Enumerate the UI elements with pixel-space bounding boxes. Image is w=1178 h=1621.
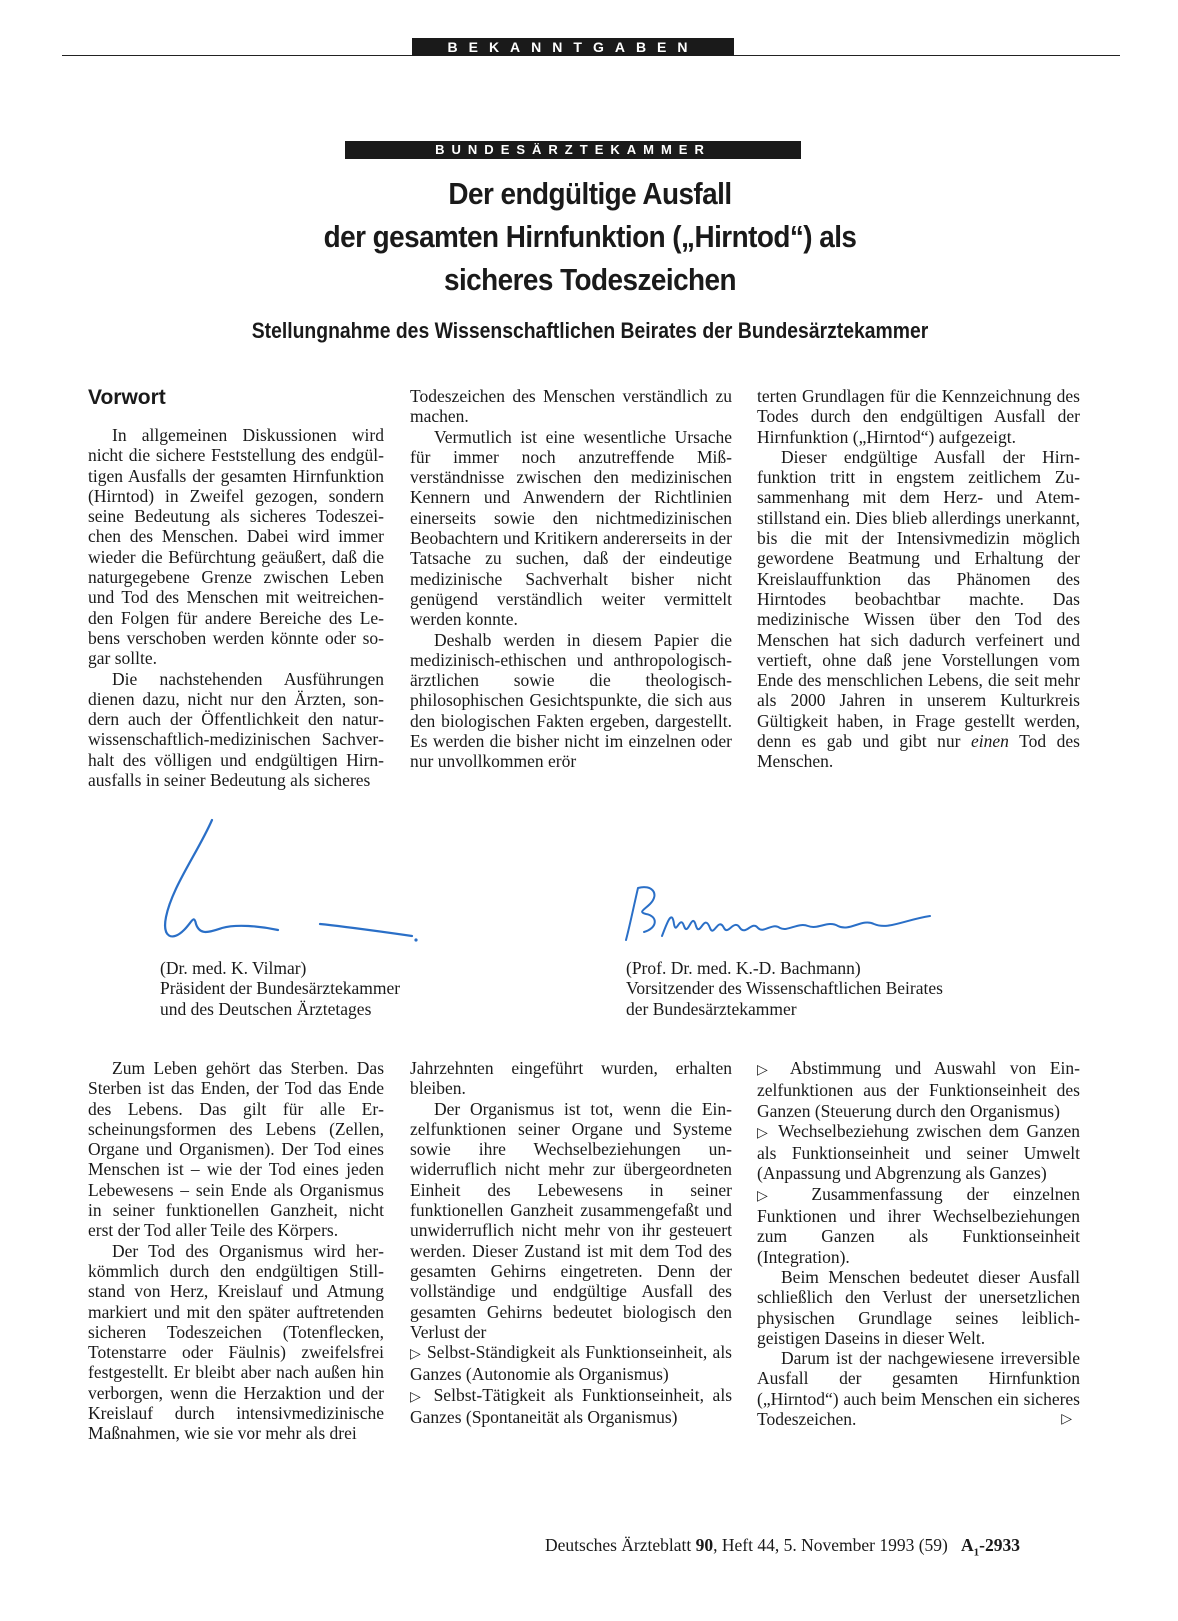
signature-bachmann [618, 880, 948, 950]
bullet-item [757, 1058, 1080, 1121]
bullet-text: Zusammenfassung der einzelnen Funktionen und ihrer Wechselbeziehungen zum Ganzen als Funktionseinheit (Integration). [757, 1183, 1080, 1267]
text-run: Dieser endgültige Ausfall der Hirnfunktion tritt in engstem zeitlichem Zusammenhang mit dem Herz- und Atemstillstand ein. Dies blieb allerdings unerkannt, bis die mit der Intensivmedizin möglich gewordene Beatmung und Erhaltung der Kreislauffunktion das Phänomen des Hirntodes beobachtbar machte. Das medizinische Wissen über den Tod des Menschen hat sich dadurch verfeinert und vertieft, ohne daß jene Vorstellungen vom Ende des menschlichen Lebens, die seit mehr als 2000 Jahren in unserem Kulturkreis Gültigkeit haben, in Frage gestellt werden, denn es gab und gibt nur [757, 446, 1080, 752]
paragraph [757, 1348, 1080, 1429]
article-subtitle: Stellungnahme des Wissenschaftlichen Beirates der Bundesärztekammer [251, 318, 929, 343]
paragraph: In allgemeinen Diskussionen wird nicht die sichere Feststellung des endgültigen Ausfalls der gesamten Hirnfunktion (Hirntod) in Zweifel gezogen, sondern seine Bedeutung als sicheres Todeszeichen des Menschen. Dabei wird immer wieder die Befürchtung geäußert, daß die naturgegebene Grenze zwischen Leben und Tod des Menschen mit weitreichenden Folgen für andere Bereiche des Lebens verschoben werden könnte oder sogar sollte. [88, 425, 384, 669]
paragraph: Der Tod des Organismus wird herkömmlich durch den endgültigen Stillstand von Herz, Kreislauf und Atmung markiert und mit den später auftretenden sicheren Todeszeichen (Totenflecken, Totenstarre oder Fäulnis) zweifelsfrei festgestellt. Er bleibt aber nach außen hin verborgen, wenn die Herzaktion und der Kreislauf durch intensivmedizinische Maßnahmen, wie sie vor mehr als drei [88, 1240, 384, 1444]
paragraph: Todeszeichen des Menschen verständlich zu machen. [410, 386, 732, 427]
article-title [167, 172, 1013, 301]
bullet-text: Selbst-Tätigkeit als Funktionseinheit, als Ganzes (Spontaneität als Organismus) [410, 1384, 732, 1428]
signature-vilmar [150, 812, 450, 952]
signer-name: (Dr. med. K. Vilmar) [160, 958, 307, 978]
section-tag: BEKANNTGABEN [412, 38, 734, 56]
paragraph: Zum Leben gehört das Sterben. Das Sterben ist das Enden, der Tod das Ende des Lebens. Das gilt für alle Erscheinungsformen des Lebens (Zellen, Organe und Organismen). Der Tod eines Menschen ist – wie der Tod eines jeden Lebewesens – sein Ende als Organismus in seiner funktionellen Ganzheit, nicht erst der Tod aller Teile des Körpers. [88, 1058, 384, 1241]
page-number [961, 1535, 1020, 1559]
bullet-triangle-icon: ▷ [757, 1187, 788, 1204]
signer-role: und des Deutschen Ärztetages [160, 998, 372, 1019]
body-column-1 [88, 1058, 384, 1444]
signer-name: (Prof. Dr. med. K.-D. Bachmann) [626, 958, 861, 978]
paragraph: Beim Menschen bedeutet dieser Ausfall schließlich den Verlust der unersetzlichen physischen Grundlage seines leiblich-geistigen Daseins in dieser Welt. [757, 1266, 1080, 1348]
paragraph: terten Grundlagen für die Kennzeichnung des Todes durch den endgültigen Ausfall der Hirnfunktion („Hirntod“) aufgezeigt. [757, 386, 1080, 447]
signature-block-left [160, 958, 400, 1019]
signer-role: Vorsitzender des Wissenschaftlichen Beirates [626, 978, 943, 999]
issue-info: , Heft 44, 5. November 1993 (59) [713, 1535, 948, 1555]
bullet-text: Selbst-Ständigkeit als Funktionseinheit, als Ganzes (Autonomie als Organismus) [410, 1342, 732, 1385]
signer-role: der Bundesärztekammer [626, 998, 797, 1019]
text-run: Tod des Menschen. [757, 731, 1080, 772]
body-column-2 [410, 1058, 732, 1427]
bullet-item [757, 1121, 1080, 1184]
bullet-triangle-icon: ▷ [757, 1124, 771, 1141]
paragraph: Der Organismus ist tot, wenn die Einzelfunktionen seiner Organe und Systeme sowie ihre Wechselbeziehungen unwiderruflich nicht mehr zur übergeordneten Einheit des Lebewesens in seiner funktionellen Ganzheit zusammengefaßt und unwiderruflich nicht mehr von ihr gesteuert werden. Dieser Zustand ist mit dem Tod des gesamten Gehirns eingetreten. Denn der vollständige und endgültige Ausfall des gesamten Gehirns bedeutet biologisch den Verlust der [410, 1098, 732, 1342]
body-column-3 [757, 1058, 1080, 1429]
bullet-item [410, 1385, 732, 1428]
title-line-1: Der endgültige Ausfall [448, 176, 732, 211]
page-sub: 1 [973, 1546, 980, 1559]
bullet-item [757, 1184, 1080, 1267]
paragraph: Die nachstehenden Ausführungen dienen dazu, nicht nur den Ärzten, sondern auch der Öffentlichkeit den naturwissenschaftlich-medizinischen Sachverhalt des völligen und endgültigen Hirnausfalls in seiner Bedeutung als sicheres [88, 668, 384, 791]
journal-name: Deutsches Ärzteblatt [545, 1535, 692, 1555]
journal-volume: 90 [695, 1535, 714, 1555]
bullet-item [410, 1342, 732, 1385]
signature-block-right [626, 958, 943, 1019]
org-tag: BUNDESÄRZTEKAMMER [345, 141, 801, 159]
emphasis: einen [971, 731, 1009, 752]
paragraph: Deshalb werden in diesem Papier die medizinisch-ethischen und anthropologisch-ärztlichen sowie die theologischphilosophischen Gesichtspunkte, die sich aus den biologischen Fakten ergeben, dargestellt. Es werden die bisher nicht im einzelnen oder nur unvollkommen erör [410, 629, 732, 772]
text-run: Darum ist der nachgewiesene irreversible Ausfall der gesamten Hirnfunktion („Hirntod“) auch beim Menschen ein sicheres Todeszeichen. [757, 1348, 1080, 1430]
bullet-triangle-icon: ▷ [757, 1062, 778, 1078]
foreword-heading: Vorwort [88, 386, 166, 409]
bullet-text: Wechselbeziehung zwischen dem Ganzen als Funktionseinheit und seiner Umwelt (Anpassung und Abgrenzung als Ganzes) [757, 1120, 1080, 1184]
paragraph: Jahrzehnten eingeführt wurden, erhalten bleiben. [410, 1058, 732, 1099]
title-line-2: der gesamten Hirnfunktion („Hirntod“) als [323, 219, 857, 254]
page-footer [545, 1534, 1020, 1564]
foreword-column-1 [88, 425, 384, 790]
page-prefix: A [961, 1535, 974, 1555]
signer-role: Präsident der Bundesärztekammer [160, 978, 401, 999]
bullet-triangle-icon: ▷ [410, 1346, 422, 1363]
foreword-column-2 [410, 386, 732, 772]
bullet-triangle-icon: ▷ [410, 1388, 425, 1405]
title-line-3: sicheres Todeszeichen [443, 262, 737, 297]
bullet-text: Abstimmung und Auswahl von Einzelfunktionen aus der Funktionseinheit des Ganzen (Steuerung durch den Organismus) [757, 1058, 1080, 1121]
foreword-column-3 [757, 386, 1080, 772]
paragraph [757, 447, 1080, 772]
continued-triangle-icon: ▷ [1061, 1411, 1072, 1428]
page-number-value: -2933 [979, 1535, 1020, 1555]
paragraph: Vermutlich ist eine wesentliche Ursache für immer noch anzutreffende Mißverständnisse zwischen den medizinischen Kennern und Anwendern der Richtlinien einerseits sowie den nichtmedizinischen Beobachtern und Kritikern andererseits in der Tatsache zu suchen, daß der eindeutige medizinische Sachverhalt bisher nicht genügend verständlich weiter vermittelt werden konnte. [410, 426, 732, 630]
